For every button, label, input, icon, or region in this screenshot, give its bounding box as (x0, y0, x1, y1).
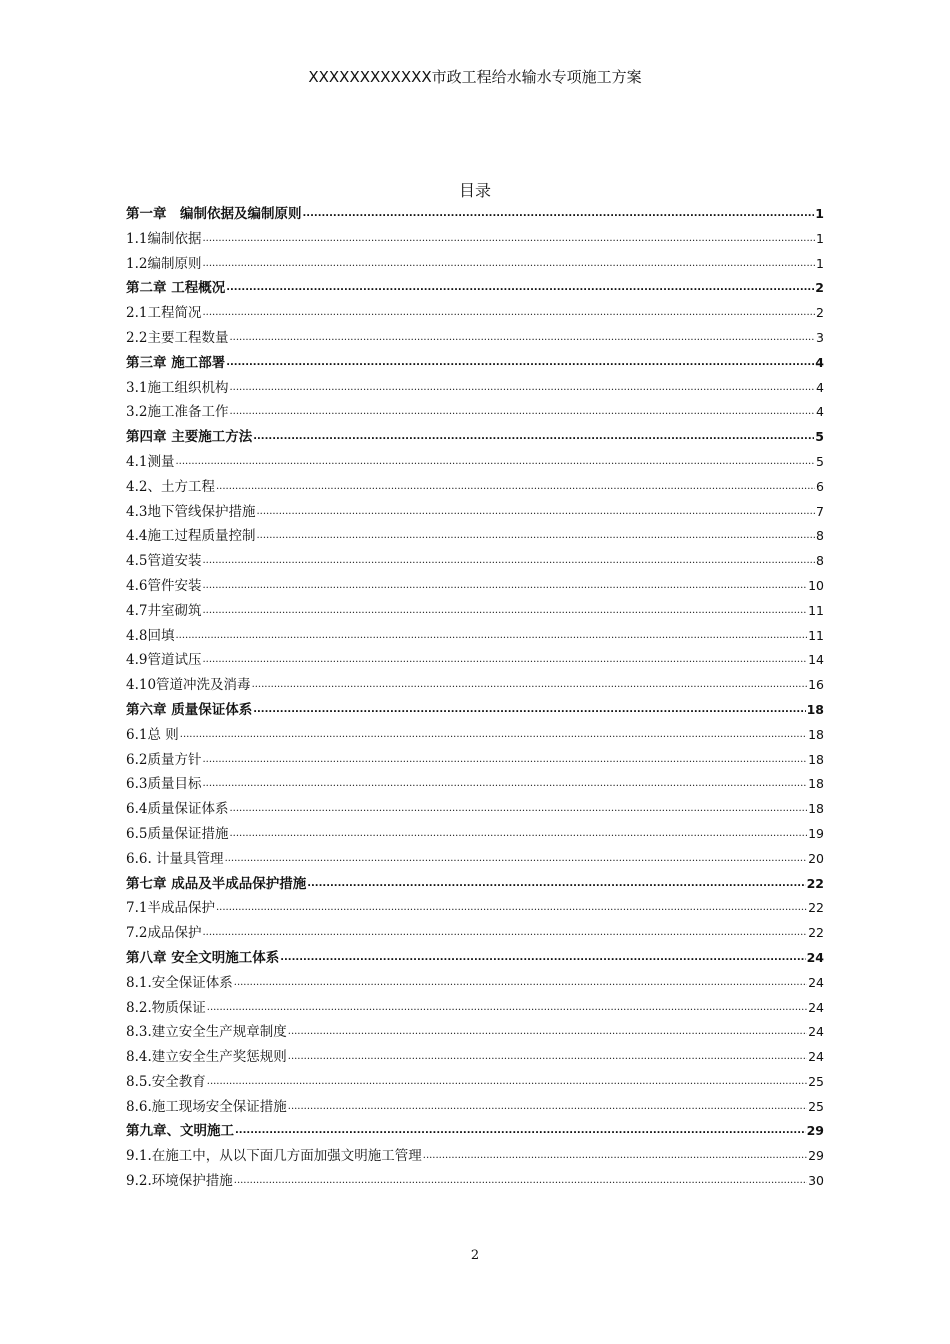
toc-entry-page-number: 11 (808, 602, 824, 618)
toc-dot-leader (207, 1068, 807, 1095)
toc-entry-label: 第九章、文明施工 (126, 1123, 234, 1140)
toc-entry-label: 6.2质量方针 (126, 751, 202, 768)
toc-entry-label: 6.5质量保证措施 (126, 825, 229, 842)
toc-dot-leader (226, 274, 814, 301)
toc-section-entry[interactable] (126, 772, 824, 797)
toc-entry-label: 6.1总 则 (126, 726, 179, 743)
toc-entry-page-number: 8 (816, 528, 824, 544)
toc-dot-leader (202, 572, 807, 599)
toc-dot-leader (234, 1167, 807, 1194)
toc-entry-label: 9.2.环境保护措施 (126, 1173, 233, 1190)
toc-entry-page-number: 24 (808, 1049, 824, 1065)
toc-entry-page-number: 18 (808, 801, 824, 817)
toc-chapter-entry[interactable] (126, 425, 824, 450)
toc-entry-page-number: 30 (808, 1173, 824, 1189)
toc-entry-page-number: 25 (808, 1073, 824, 1089)
toc-entry-page-number: 7 (816, 503, 824, 519)
toc-entry-label: 4.4施工过程质量控制 (126, 528, 256, 545)
toc-section-entry[interactable] (126, 971, 824, 996)
toc-chapter-entry[interactable] (126, 872, 824, 897)
toc-dot-leader (202, 225, 815, 252)
toc-dot-leader (207, 994, 807, 1021)
toc-section-entry[interactable] (126, 797, 824, 822)
toc-chapter-entry[interactable] (126, 202, 824, 227)
toc-entry-label: 6.3质量目标 (126, 776, 202, 793)
toc-dot-leader (423, 1142, 807, 1169)
toc-dot-leader (307, 870, 805, 897)
toc-entry-label: 3.1施工组织机构 (126, 379, 229, 396)
toc-dot-leader (202, 547, 815, 574)
toc-entry-label: 7.1半成品保护 (126, 900, 215, 917)
toc-entry-label: 8.6.施工现场安全保证措施 (126, 1098, 287, 1115)
toc-entry-page-number: 22 (806, 875, 824, 891)
toc-entry-label: 4.3地下管线保护措施 (126, 503, 256, 520)
toc-dot-leader (202, 646, 807, 673)
toc-entry-page-number: 25 (808, 1098, 824, 1114)
toc-entry-page-number: 4 (815, 354, 824, 370)
document-header: XXXXXXXXXXXX市政工程给水输水专项施工方案 (308, 68, 642, 86)
toc-section-entry[interactable] (126, 822, 824, 847)
toc-dot-leader (234, 969, 807, 996)
toc-section-entry[interactable] (126, 896, 824, 921)
toc-entry-label: 4.8回填 (126, 627, 175, 644)
toc-entry-page-number: 8 (816, 553, 824, 569)
toc-entry-label: 第二章 工程概况 (126, 280, 226, 297)
toc-entry-label: 1.1编制依据 (126, 230, 202, 247)
toc-entry-page-number: 2 (815, 280, 824, 296)
page-number: 2 (470, 1248, 480, 1263)
toc-section-entry[interactable] (126, 500, 824, 525)
toc-entry-label: 4.2、土方工程 (126, 478, 215, 495)
toc-entry-label: 4.1测量 (126, 453, 175, 470)
toc-entry-page-number: 4 (816, 379, 824, 395)
toc-entry-label: 8.1.安全保证体系 (126, 974, 233, 991)
toc-entry-page-number: 5 (816, 453, 824, 469)
toc-entry-label: 1.2编制原则 (126, 255, 202, 272)
toc-entry-label: 2.1工程简况 (126, 305, 202, 322)
toc-dot-leader (229, 795, 807, 822)
toc-entry-page-number: 19 (808, 825, 824, 841)
toc-entry-page-number: 18 (808, 751, 824, 767)
toc-dot-leader (229, 324, 815, 351)
toc-dot-leader (280, 944, 805, 971)
toc-entry-label: 第七章 成品及半成品保护措施 (126, 875, 307, 892)
toc-entry-label: 8.5.安全教育 (126, 1073, 206, 1090)
toc-entry-label: 第一章 编制依据及编制原则 (126, 206, 302, 222)
toc-dot-leader (202, 250, 815, 277)
toc-section-entry[interactable] (126, 475, 824, 500)
toc-entry-label: 8.4.建立安全生产奖惩规则 (126, 1049, 287, 1066)
toc-entry-label: 4.9管道试压 (126, 652, 202, 669)
toc-entry-label: 6.4质量保证体系 (126, 801, 229, 818)
toc-entry-label: 9.1.在施工中，从以下面几方面加强文明施工管理 (126, 1148, 422, 1165)
toc-entry-label: 4.7井室砌筑 (126, 602, 202, 619)
toc-dot-leader (180, 721, 807, 748)
toc-chapter-entry[interactable] (126, 351, 824, 376)
toc-entry-page-number: 1 (816, 230, 824, 246)
toc-entry-label: 第八章 安全文明施工体系 (126, 949, 280, 966)
toc-entry-label: 4.10管道冲洗及消毒 (126, 677, 251, 694)
toc-section-entry[interactable] (126, 996, 824, 1021)
toc-section-entry[interactable] (126, 376, 824, 401)
toc-dot-leader (226, 349, 814, 376)
toc-entry-label: 8.3.建立安全生产规章制度 (126, 1024, 287, 1041)
toc-section-entry[interactable] (126, 549, 824, 574)
toc-section-entry[interactable] (126, 847, 824, 872)
toc-section-entry[interactable] (126, 326, 824, 351)
toc-dot-leader (253, 423, 814, 450)
toc-entry-page-number: 10 (808, 577, 824, 593)
toc-entry-label: 第六章 质量保证体系 (126, 701, 253, 718)
toc-entry-page-number: 29 (808, 1148, 824, 1164)
toc-entry-label: 2.2主要工程数量 (126, 329, 229, 346)
toc-dot-leader (303, 200, 815, 227)
toc-entry-label: 第四章 主要施工方法 (126, 429, 253, 446)
toc-dot-leader (202, 919, 807, 946)
toc-dot-leader (202, 746, 807, 773)
toc-section-entry[interactable] (126, 1095, 824, 1120)
toc-entry-page-number: 24 (808, 999, 824, 1015)
toc-entry-page-number: 24 (808, 974, 824, 990)
toc-chapter-entry[interactable] (126, 1119, 824, 1144)
toc-entry-page-number: 18 (808, 726, 824, 742)
toc-entry-page-number: 18 (808, 776, 824, 792)
toc-section-entry[interactable] (126, 1070, 824, 1095)
toc-entry-page-number: 11 (808, 627, 824, 643)
toc-dot-leader (229, 398, 815, 425)
toc-dot-leader (256, 498, 815, 525)
toc-section-entry[interactable] (126, 227, 824, 252)
toc-dot-leader (288, 1018, 807, 1045)
toc-chapter-entry[interactable] (126, 276, 824, 301)
toc-section-entry[interactable] (126, 673, 824, 698)
toc-dot-leader (256, 522, 815, 549)
toc-dot-leader (216, 894, 807, 921)
toc-entry-page-number: 29 (806, 1123, 824, 1139)
toc-section-entry[interactable] (126, 1144, 824, 1169)
toc-entry-label: 4.6管件安装 (126, 577, 202, 594)
toc-entry-label: 3.2施工准备工作 (126, 404, 229, 421)
toc-entry-page-number: 24 (806, 949, 824, 965)
toc-entry-page-number: 3 (816, 329, 824, 345)
toc-section-entry[interactable] (126, 301, 824, 326)
toc-section-entry[interactable] (126, 400, 824, 425)
toc-dot-leader (253, 696, 805, 723)
toc-dot-leader (235, 1117, 806, 1144)
toc-entry-label: 6.6. 计量具管理 (126, 850, 224, 867)
toc-entry-page-number: 24 (808, 1024, 824, 1040)
toc-section-entry[interactable] (126, 574, 824, 599)
toc-dot-leader (229, 820, 807, 847)
toc-entry-page-number: 4 (816, 404, 824, 420)
toc-chapter-entry[interactable] (126, 946, 824, 971)
toc-entry-page-number: 14 (808, 652, 824, 668)
toc-entry-label: 7.2成品保护 (126, 925, 202, 942)
table-of-contents (126, 202, 824, 1194)
toc-entry-label: 8.2.物质保证 (126, 999, 206, 1016)
toc-dot-leader (288, 1093, 807, 1120)
toc-section-entry[interactable] (126, 1045, 824, 1070)
toc-section-entry[interactable] (126, 1020, 824, 1045)
toc-entry-page-number: 1 (815, 206, 824, 221)
toc-dot-leader (175, 448, 815, 475)
toc-entry-page-number: 20 (808, 850, 824, 866)
toc-dot-leader (175, 622, 807, 649)
toc-dot-leader (202, 597, 807, 624)
toc-section-entry[interactable] (126, 624, 824, 649)
toc-entry-page-number: 6 (816, 478, 824, 494)
toc-dot-leader (202, 299, 815, 326)
toc-section-entry[interactable] (126, 748, 824, 773)
toc-dot-leader (252, 671, 808, 698)
toc-dot-leader (216, 473, 815, 500)
toc-section-entry[interactable] (126, 921, 824, 946)
toc-entry-page-number: 1 (816, 255, 824, 271)
toc-dot-leader (225, 845, 808, 872)
toc-section-entry[interactable] (126, 648, 824, 673)
toc-entry-label: 第三章 施工部署 (126, 354, 226, 371)
toc-title: 目录 (458, 181, 491, 200)
toc-chapter-entry[interactable] (126, 698, 824, 723)
toc-section-entry[interactable] (126, 1169, 824, 1194)
toc-dot-leader (229, 374, 815, 401)
toc-entry-label: 4.5管道安装 (126, 553, 202, 570)
toc-dot-leader (288, 1043, 807, 1070)
toc-section-entry[interactable] (126, 524, 824, 549)
toc-dot-leader (202, 770, 807, 797)
toc-entry-page-number: 22 (808, 900, 824, 916)
toc-entry-page-number: 18 (806, 701, 824, 717)
toc-section-entry[interactable] (126, 450, 824, 475)
toc-section-entry[interactable] (126, 252, 824, 277)
toc-section-entry[interactable] (126, 599, 824, 624)
toc-entry-page-number: 16 (808, 677, 824, 693)
toc-entry-page-number: 2 (816, 305, 824, 321)
toc-entry-page-number: 22 (808, 925, 824, 941)
toc-entry-page-number: 5 (815, 429, 824, 445)
toc-section-entry[interactable] (126, 723, 824, 748)
